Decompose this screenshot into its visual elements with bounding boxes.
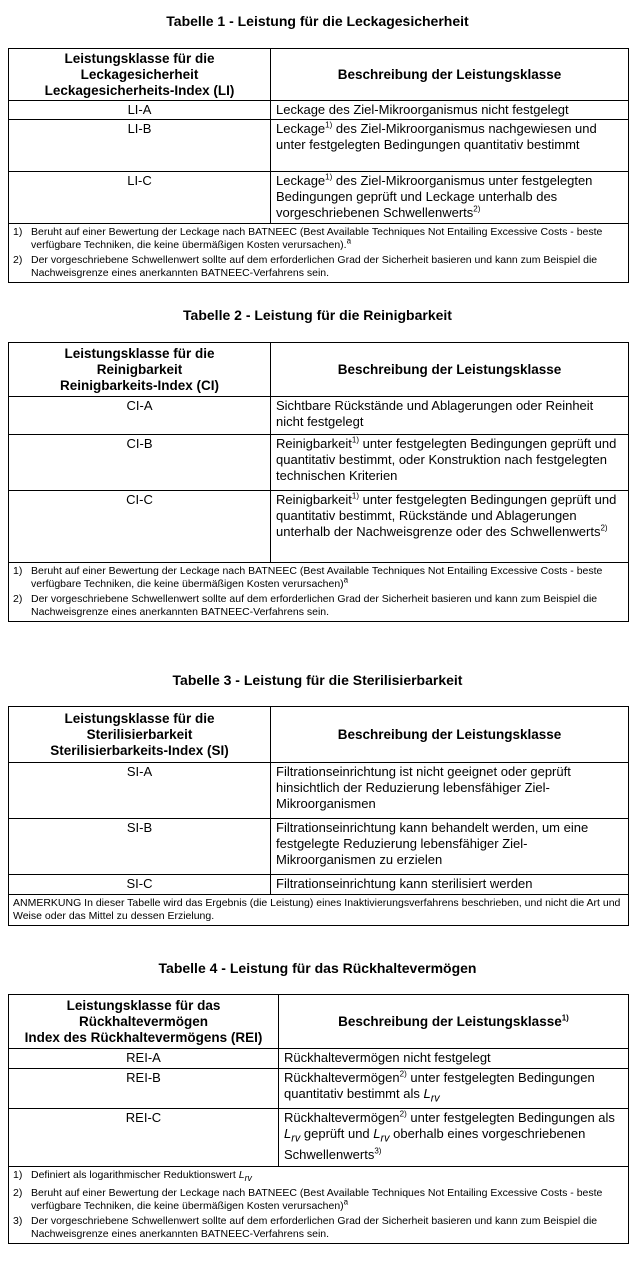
footnote-ref: 2) (600, 523, 608, 533)
description-cell (279, 1069, 629, 1109)
table3 (8, 706, 629, 926)
footnote (13, 1187, 624, 1213)
description-cell (271, 491, 629, 563)
class-cell: CI-A (9, 397, 271, 435)
description-text: des Ziel-Mikroorganismus unter festgelegten Bedingungen geprüft und Leckage unterhalb des vorgeschriebenen Schwellenwerts (276, 173, 593, 220)
footnote-ref: 2) (473, 204, 481, 214)
description-text: Leckage (276, 173, 326, 188)
description-cell (279, 1109, 629, 1167)
footnote-text (31, 1169, 624, 1185)
footnote (13, 1215, 624, 1241)
class-cell: CI-B (9, 435, 271, 491)
symbol-l: L (373, 1126, 381, 1141)
footnote-mark: 2) (13, 593, 23, 605)
class-cell: REI-C (9, 1109, 279, 1167)
table1 (8, 48, 629, 283)
class-cell: REI-B (9, 1069, 279, 1109)
description-cell (271, 435, 629, 491)
description-text: Leckage (276, 121, 326, 136)
table2-header-row (9, 343, 629, 397)
description-cell (271, 397, 629, 435)
footnote (13, 226, 624, 252)
footnote (13, 254, 624, 280)
footnote (13, 1169, 624, 1185)
footnotes (9, 224, 629, 283)
footnote-body: Beruht auf einer Bewertung der Leckage nach BATNEEC (Best Available Techniques Not Entailing Excessive Costs - beste verfügbare Techniken, die keine übermäßigen Kosten verursachen) (31, 565, 603, 590)
table2 (8, 342, 629, 622)
description-text: Reinigbarkeit (276, 436, 352, 451)
description-text: oberhalb eines vorgeschriebenen Schwellenwerts (284, 1126, 586, 1162)
class-cell: LI-C (9, 172, 271, 224)
footnote-ref: 2) (399, 1069, 407, 1079)
footnote-text (31, 1187, 624, 1213)
description-cell (271, 763, 629, 819)
table3-note-row (9, 895, 629, 926)
table4-footnotes-row (9, 1167, 629, 1244)
description-cell (271, 172, 629, 224)
table2-title: Tabelle 2 - Leistung für die Reinigbarkeit (183, 307, 452, 323)
table-row (9, 397, 629, 435)
description-text: Filtrationseinrichtung kann sterilisiert werden (276, 876, 533, 891)
table2-head-right: Beschreibung der Leistungsklasse (271, 343, 629, 397)
footnote-text (31, 565, 624, 591)
table3-head-right: Beschreibung der Leistungsklasse (271, 707, 629, 763)
head-line: Leckagesicherheits-Index (LI) (44, 82, 235, 98)
table-row (9, 120, 629, 172)
table3-head-left (9, 707, 271, 763)
description-cell (271, 819, 629, 875)
footnote-ref: 1) (325, 120, 333, 130)
table-row (9, 875, 629, 895)
symbol-l: L (423, 1086, 431, 1101)
footnote (13, 565, 624, 591)
description-text: Filtrationseinrichtung kann behandelt werden, um eine festgelegte Reduzierung lebensfähiger Ziel-Mikroorganismen zu erzielen (276, 820, 589, 867)
table-row (9, 491, 629, 563)
footnote-ref: 1) (325, 172, 333, 182)
footnote-mark: 3) (13, 1215, 23, 1228)
table-row (9, 172, 629, 224)
symbol-l: L (238, 1169, 245, 1181)
head-line: Sterilisierbarkeit (86, 726, 193, 742)
class-cell: SI-A (9, 763, 271, 819)
table-row (9, 763, 629, 819)
description-text: Rückhaltevermögen (284, 1110, 400, 1125)
footnotes (9, 1167, 629, 1244)
footnote-asterisk: a (343, 575, 349, 585)
description-text: unter festgelegten Bedingungen als (406, 1110, 615, 1125)
footnote-ref: 3) (374, 1146, 382, 1156)
description-cell (271, 875, 629, 895)
description-cell (271, 101, 629, 120)
class-cell: CI-C (9, 491, 271, 563)
description-text: unter festgelegten Bedingungen geprüft und quantitativ bestimmt, oder Konstruktion nach festgelegten technischen Kriterien (276, 436, 617, 483)
footnote-ref: 1) (561, 1013, 569, 1022)
table1-head-left (9, 49, 271, 101)
description-text: geprüft und (300, 1126, 374, 1141)
table1-title: Tabelle 1 - Leistung für die Leckagesicherheit (166, 13, 469, 29)
footnote-ref: 2) (399, 1109, 407, 1119)
class-cell: SI-C (9, 875, 271, 895)
footnote-asterisk: a (346, 236, 352, 246)
footnote-mark: 2) (13, 1187, 23, 1200)
footnote-ref: 1) (351, 491, 359, 501)
table2-footnotes-row (9, 563, 629, 622)
description-text: Leckage des Ziel-Mikroorganismus nicht festgelegt (276, 102, 569, 117)
description-cell (271, 120, 629, 172)
description-text: Rückhaltevermögen (284, 1070, 400, 1085)
footnote-text (31, 226, 624, 252)
description-text: Filtrationseinrichtung ist nicht geeignet oder geprüft hinsichtlich der Reduzierung lebensfähiger Ziel-Mikroorganismen (276, 764, 571, 811)
description-text: unter festgelegten Bedingungen quantitativ bestimmt als (284, 1070, 595, 1101)
table4-head-left (9, 995, 279, 1049)
table-row (9, 435, 629, 491)
table-row (9, 1069, 629, 1109)
table-note: ANMERKUNG In dieser Tabelle wird das Ergebnis (die Leistung) eines Inaktivierungsverfahrens beschrieben, und nicht die Art und Weise oder das Mittel zu dessen Erzielung. (9, 895, 629, 926)
table-row (9, 819, 629, 875)
description-text: Sichtbare Rückstände und Ablagerungen oder Reinheit nicht festgelegt (276, 398, 594, 429)
head-line: Reinigbarkeit (96, 361, 183, 377)
table4-header-row (9, 995, 629, 1049)
class-cell: SI-B (9, 819, 271, 875)
symbol-sub: rv (430, 1092, 440, 1105)
class-cell: LI-A (9, 101, 271, 120)
head-line: Leckagesicherheit (80, 66, 199, 82)
class-cell: LI-B (9, 120, 271, 172)
footnote-body: Definiert als logarithmischer Reduktionswert (31, 1169, 239, 1181)
table3-header-row (9, 707, 629, 763)
table3-title: Tabelle 3 - Leistung für die Sterilisierbarkeit (172, 672, 463, 688)
symbol-sub: rv (244, 1173, 252, 1184)
footnote-asterisk: a (343, 1197, 349, 1207)
table-row (9, 1109, 629, 1167)
head-line: Index des Rückhaltevermögens (REI) (24, 1029, 263, 1045)
table4 (8, 994, 629, 1244)
footnote-ref: 1) (351, 435, 359, 445)
head-line: Leistungsklasse für die (64, 50, 215, 66)
symbol-sub: rv (380, 1132, 390, 1145)
table1-footnotes-row (9, 224, 629, 283)
symbol-sub: rv (291, 1132, 301, 1145)
head-line: Leistungsklasse für die (64, 710, 215, 726)
description-text: unter festgelegten Bedingungen geprüft und quantitativ bestimmt, Rückstände und Ablagerungen unterhalb der Nachweisgrenze oder des Schwellenwerts (276, 492, 617, 539)
footnote-body: Beruht auf einer Bewertung der Leckage nach BATNEEC (Best Available Techniques Not Entailing Excessive Costs - beste verfügbare Techniken, die keine übermäßigen Kosten verursachen) (31, 1187, 603, 1213)
description-text: Reinigbarkeit (276, 492, 352, 507)
footnote-text: Der vorgeschriebene Schwellenwert sollte auf dem erforderlichen Grad der Sicherheit basieren und kann zum Beispiel die Nachweisgrenze eines anerkannten BATNEEC-Verfahrens sein. (31, 254, 598, 279)
head-line: Sterilisierbarkeits-Index (SI) (50, 742, 229, 758)
description-cell (279, 1049, 629, 1069)
head-line: Leistungsklasse für die (64, 345, 215, 361)
footnote-mark: 1) (13, 1169, 23, 1181)
symbol-l: L (284, 1126, 292, 1141)
table1-header-row (9, 49, 629, 101)
table2-head-left (9, 343, 271, 397)
footnote-mark: 2) (13, 254, 23, 266)
footnote-mark: 1) (13, 226, 23, 238)
footnote (13, 593, 624, 619)
head-text: Beschreibung der Leistungsklasse (338, 1013, 562, 1029)
description-text: Rückhaltevermögen nicht festgelegt (284, 1050, 491, 1065)
table1-head-right: Beschreibung der Leistungsklasse (271, 49, 629, 101)
footnote-body: Beruht auf einer Bewertung der Leckage nach BATNEEC (Best Available Techniques Not Entailing Excessive Costs - beste verfügbare Techniken, die keine übermäßigen Kosten verursachen). (31, 226, 603, 251)
table4-head-right (279, 995, 629, 1049)
footnotes (9, 563, 629, 622)
table-row (9, 1049, 629, 1069)
table4-title: Tabelle 4 - Leistung für das Rückhaltevermögen (158, 960, 477, 976)
footnote-mark: 1) (13, 565, 23, 577)
head-line: Leistungsklasse für das (66, 997, 221, 1013)
head-line: Reinigbarkeits-Index (CI) (59, 377, 220, 393)
class-cell: REI-A (9, 1049, 279, 1069)
description-text: des Ziel-Mikroorganismus nachgewiesen und unter festgelegten Bedingungen quantitativ bestimmt (276, 121, 597, 152)
table-row (9, 101, 629, 120)
footnote-text: Der vorgeschriebene Schwellenwert sollte auf dem erforderlichen Grad der Sicherheit basieren und kann zum Beispiel die Nachweisgrenze eines anerkannten BATNEEC-Verfahrens sein. (31, 1215, 598, 1241)
footnote-text: Der vorgeschriebene Schwellenwert sollte auf dem erforderlichen Grad der Sicherheit basieren und kann zum Beispiel die Nachweisgrenze eines anerkannten BATNEEC-Verfahrens sein. (31, 593, 598, 618)
head-line: Rückhaltevermögen (78, 1013, 209, 1029)
